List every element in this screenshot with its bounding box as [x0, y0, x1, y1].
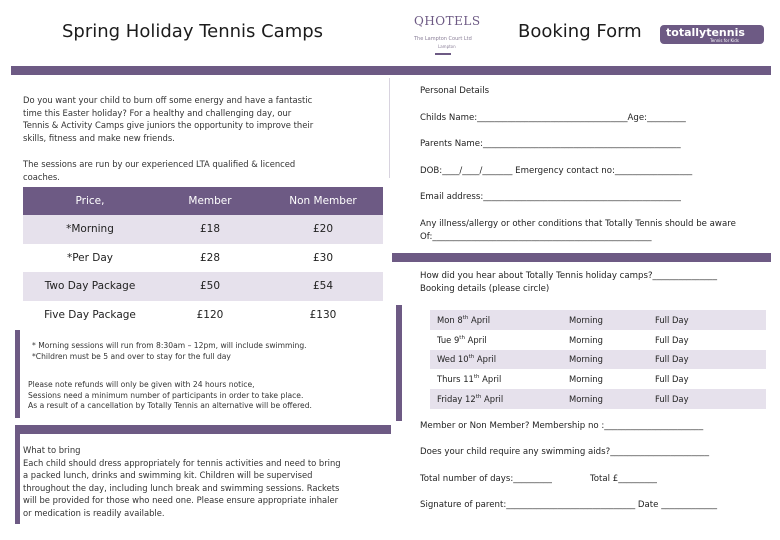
booking-morning-option[interactable]: Morning	[562, 369, 648, 389]
price-row	[23, 272, 383, 301]
date-label: Date	[637, 500, 659, 510]
price-row	[23, 301, 383, 330]
column-divider	[389, 78, 390, 178]
booking-fullday-option[interactable]: Full Day	[648, 369, 766, 389]
price-table-header	[23, 187, 383, 215]
intro-line: time this Easter holiday? For a healthy and challenging day, our	[23, 107, 292, 118]
qhotels-logo-sub2: Lampton	[438, 44, 456, 49]
booking-row[interactable]	[430, 389, 766, 409]
personal-details-title: Personal Details	[420, 86, 490, 96]
booking-table	[430, 310, 766, 409]
qhotels-logo-mark: QHOTELS	[414, 14, 481, 28]
page-title-right: Booking Form	[518, 21, 642, 42]
qhotels-logo	[414, 14, 481, 62]
emergency-label: Emergency contact no:	[515, 166, 615, 176]
hear-label: How did you hear about Totally Tennis holiday camps?	[420, 271, 653, 281]
bring-line: Each child should dress appropriately for tennis activities and need to bring	[23, 457, 341, 468]
booking-day[interactable]: Friday 12th April	[430, 389, 562, 409]
bring-side-bar	[15, 434, 20, 524]
intro-paragraph-1	[23, 94, 383, 144]
price-row	[23, 244, 383, 273]
refund-notes	[28, 380, 378, 412]
booking-row[interactable]	[430, 310, 766, 330]
booking-morning-option[interactable]: Morning	[562, 310, 648, 330]
email-label: Email address:	[420, 192, 484, 202]
section-divider-bar	[15, 425, 391, 434]
price-cell: £20	[263, 215, 383, 244]
bring-line: a packed lunch, drinks and swimming kit. Children will be supervised	[23, 470, 313, 481]
bring-line: or medication is readily available.	[23, 507, 165, 518]
price-cell: Two Day Package	[23, 272, 157, 301]
header-divider-bar	[11, 66, 771, 75]
price-cell: Five Day Package	[44, 308, 136, 321]
booking-day[interactable]: Tue 9th April	[430, 330, 562, 350]
price-cell: *Per Day	[66, 251, 114, 264]
price-header-cell: Price,	[23, 187, 157, 215]
refund-line: Please note refunds will only be given with 24 hours notice,	[28, 380, 255, 389]
swimming-label: Does your child require any swimming aids?	[420, 447, 611, 457]
note-line: *Children must be 5 and over to stay for the full day	[32, 351, 231, 361]
note-line: * Morning sessions will run from 8:30am – 12pm, will include swimming.	[32, 341, 307, 350]
age-label: Age:	[627, 113, 648, 123]
booking-fullday-option[interactable]: Full Day	[648, 389, 766, 409]
signature-row[interactable]: Signature of parent:______________________________ Date _____________	[420, 500, 718, 510]
booking-fullday-option[interactable]: Full Day	[648, 310, 766, 330]
totallytennis-logo-brand: totallytennis	[666, 26, 745, 39]
price-cell: £120	[196, 308, 224, 321]
parents-name-row[interactable]: Parents Name:______________________________________________	[420, 139, 681, 149]
dob-row[interactable]: DOB:____/____/_______ Emergency contact no:__________________	[420, 166, 693, 176]
price-cell: £28	[199, 251, 221, 264]
bring-line: will be provided for those who need one. Please ensure appropriate inhaler	[23, 495, 339, 506]
price-cell: £18	[157, 215, 263, 244]
booking-morning-option[interactable]: Morning	[562, 389, 648, 409]
intro-line: The sessions are run by our experienced LTA qualified & licenced	[23, 159, 296, 169]
price-row	[23, 215, 383, 244]
childs-name-row[interactable]: Childs Name:___________________________________Age:_________	[420, 113, 686, 123]
booking-morning-option[interactable]: Morning	[562, 330, 648, 350]
price-cell: *Morning	[23, 215, 157, 244]
booking-side-bar	[396, 305, 402, 421]
total-row[interactable]: Total £_________	[590, 474, 657, 484]
email-row[interactable]: Email address:______________________________________________	[420, 192, 681, 202]
booking-morning-option[interactable]: Morning	[562, 350, 648, 370]
booking-row[interactable]	[430, 330, 766, 350]
price-cell: £30	[312, 251, 334, 264]
totallytennis-logo	[660, 25, 764, 44]
booking-details-label: Booking details (please circle)	[420, 284, 550, 294]
refund-line: Sessions need a minimum number of participants in order to take place.	[28, 390, 304, 400]
intro-line: Do you want your child to burn off some energy and have a fantastic	[23, 95, 313, 105]
days-row[interactable]: Total number of days:_________	[420, 474, 552, 484]
days-label: Total number of days:	[420, 474, 514, 484]
what-to-bring-title: What to bring	[23, 445, 81, 455]
booking-day[interactable]: Wed 10th April	[430, 350, 562, 370]
price-table	[23, 187, 383, 329]
what-to-bring	[23, 444, 383, 520]
booking-day[interactable]: Thurs 11th April	[430, 369, 562, 389]
price-cell: £54	[263, 272, 383, 301]
booking-fullday-option[interactable]: Full Day	[648, 350, 766, 370]
notes-side-bar	[15, 330, 20, 418]
price-cell: £50	[157, 272, 263, 301]
illness-line-1: Any illness/allergy or other conditions that Totally Tennis should be aware	[420, 219, 736, 229]
childs-name-label: Childs Name:	[420, 113, 478, 123]
booking-day[interactable]: Mon 8th April	[430, 310, 562, 330]
bring-line: throughout the day, including lunch break and swimming sessions. Rackets	[23, 482, 340, 493]
illness-of-label: Of:	[420, 232, 433, 242]
totallytennis-logo-tag: Tennis for Kids	[710, 38, 739, 43]
session-notes	[32, 341, 372, 362]
parents-name-label: Parents Name:	[420, 139, 483, 149]
qhotels-logo-dash	[435, 53, 451, 55]
price-header-cell: Non Member	[263, 187, 383, 215]
price-cell: £130	[309, 308, 337, 321]
membership-label: Member or Non Member? Membership no :	[420, 421, 605, 431]
hear-row[interactable]: How did you hear about Totally Tennis holiday camps?_______________	[420, 271, 717, 281]
price-header-cell: Member	[157, 187, 263, 215]
dob-label: DOB:	[420, 166, 443, 176]
refund-line: As a result of a cancellation by Totally Tennis an alternative will be offered.	[28, 401, 312, 410]
intro-line: Tennis & Activity Camps give juniors the opportunity to improve their	[23, 120, 314, 131]
form-divider-bar	[392, 253, 771, 262]
intro-line: skills, fitness and make new friends.	[23, 132, 175, 143]
booking-row[interactable]	[430, 369, 766, 389]
booking-row[interactable]	[430, 350, 766, 370]
membership-row[interactable]: Member or Non Member? Membership no :_______________________	[420, 421, 704, 431]
qhotels-logo-sub1: The Lampton Court Ltd	[414, 36, 472, 42]
total-label: Total £	[590, 474, 619, 484]
illness-row[interactable]: Of:___________________________________________________	[420, 232, 652, 242]
booking-fullday-option[interactable]: Full Day	[648, 330, 766, 350]
swimming-row[interactable]: Does your child require any swimming aids?_______________________	[420, 447, 710, 457]
signature-label: Signature of parent:	[420, 500, 507, 510]
page-title-left: Spring Holiday Tennis Camps	[62, 21, 324, 42]
intro-line: coaches.	[23, 171, 60, 182]
intro-paragraph-2	[23, 158, 383, 183]
